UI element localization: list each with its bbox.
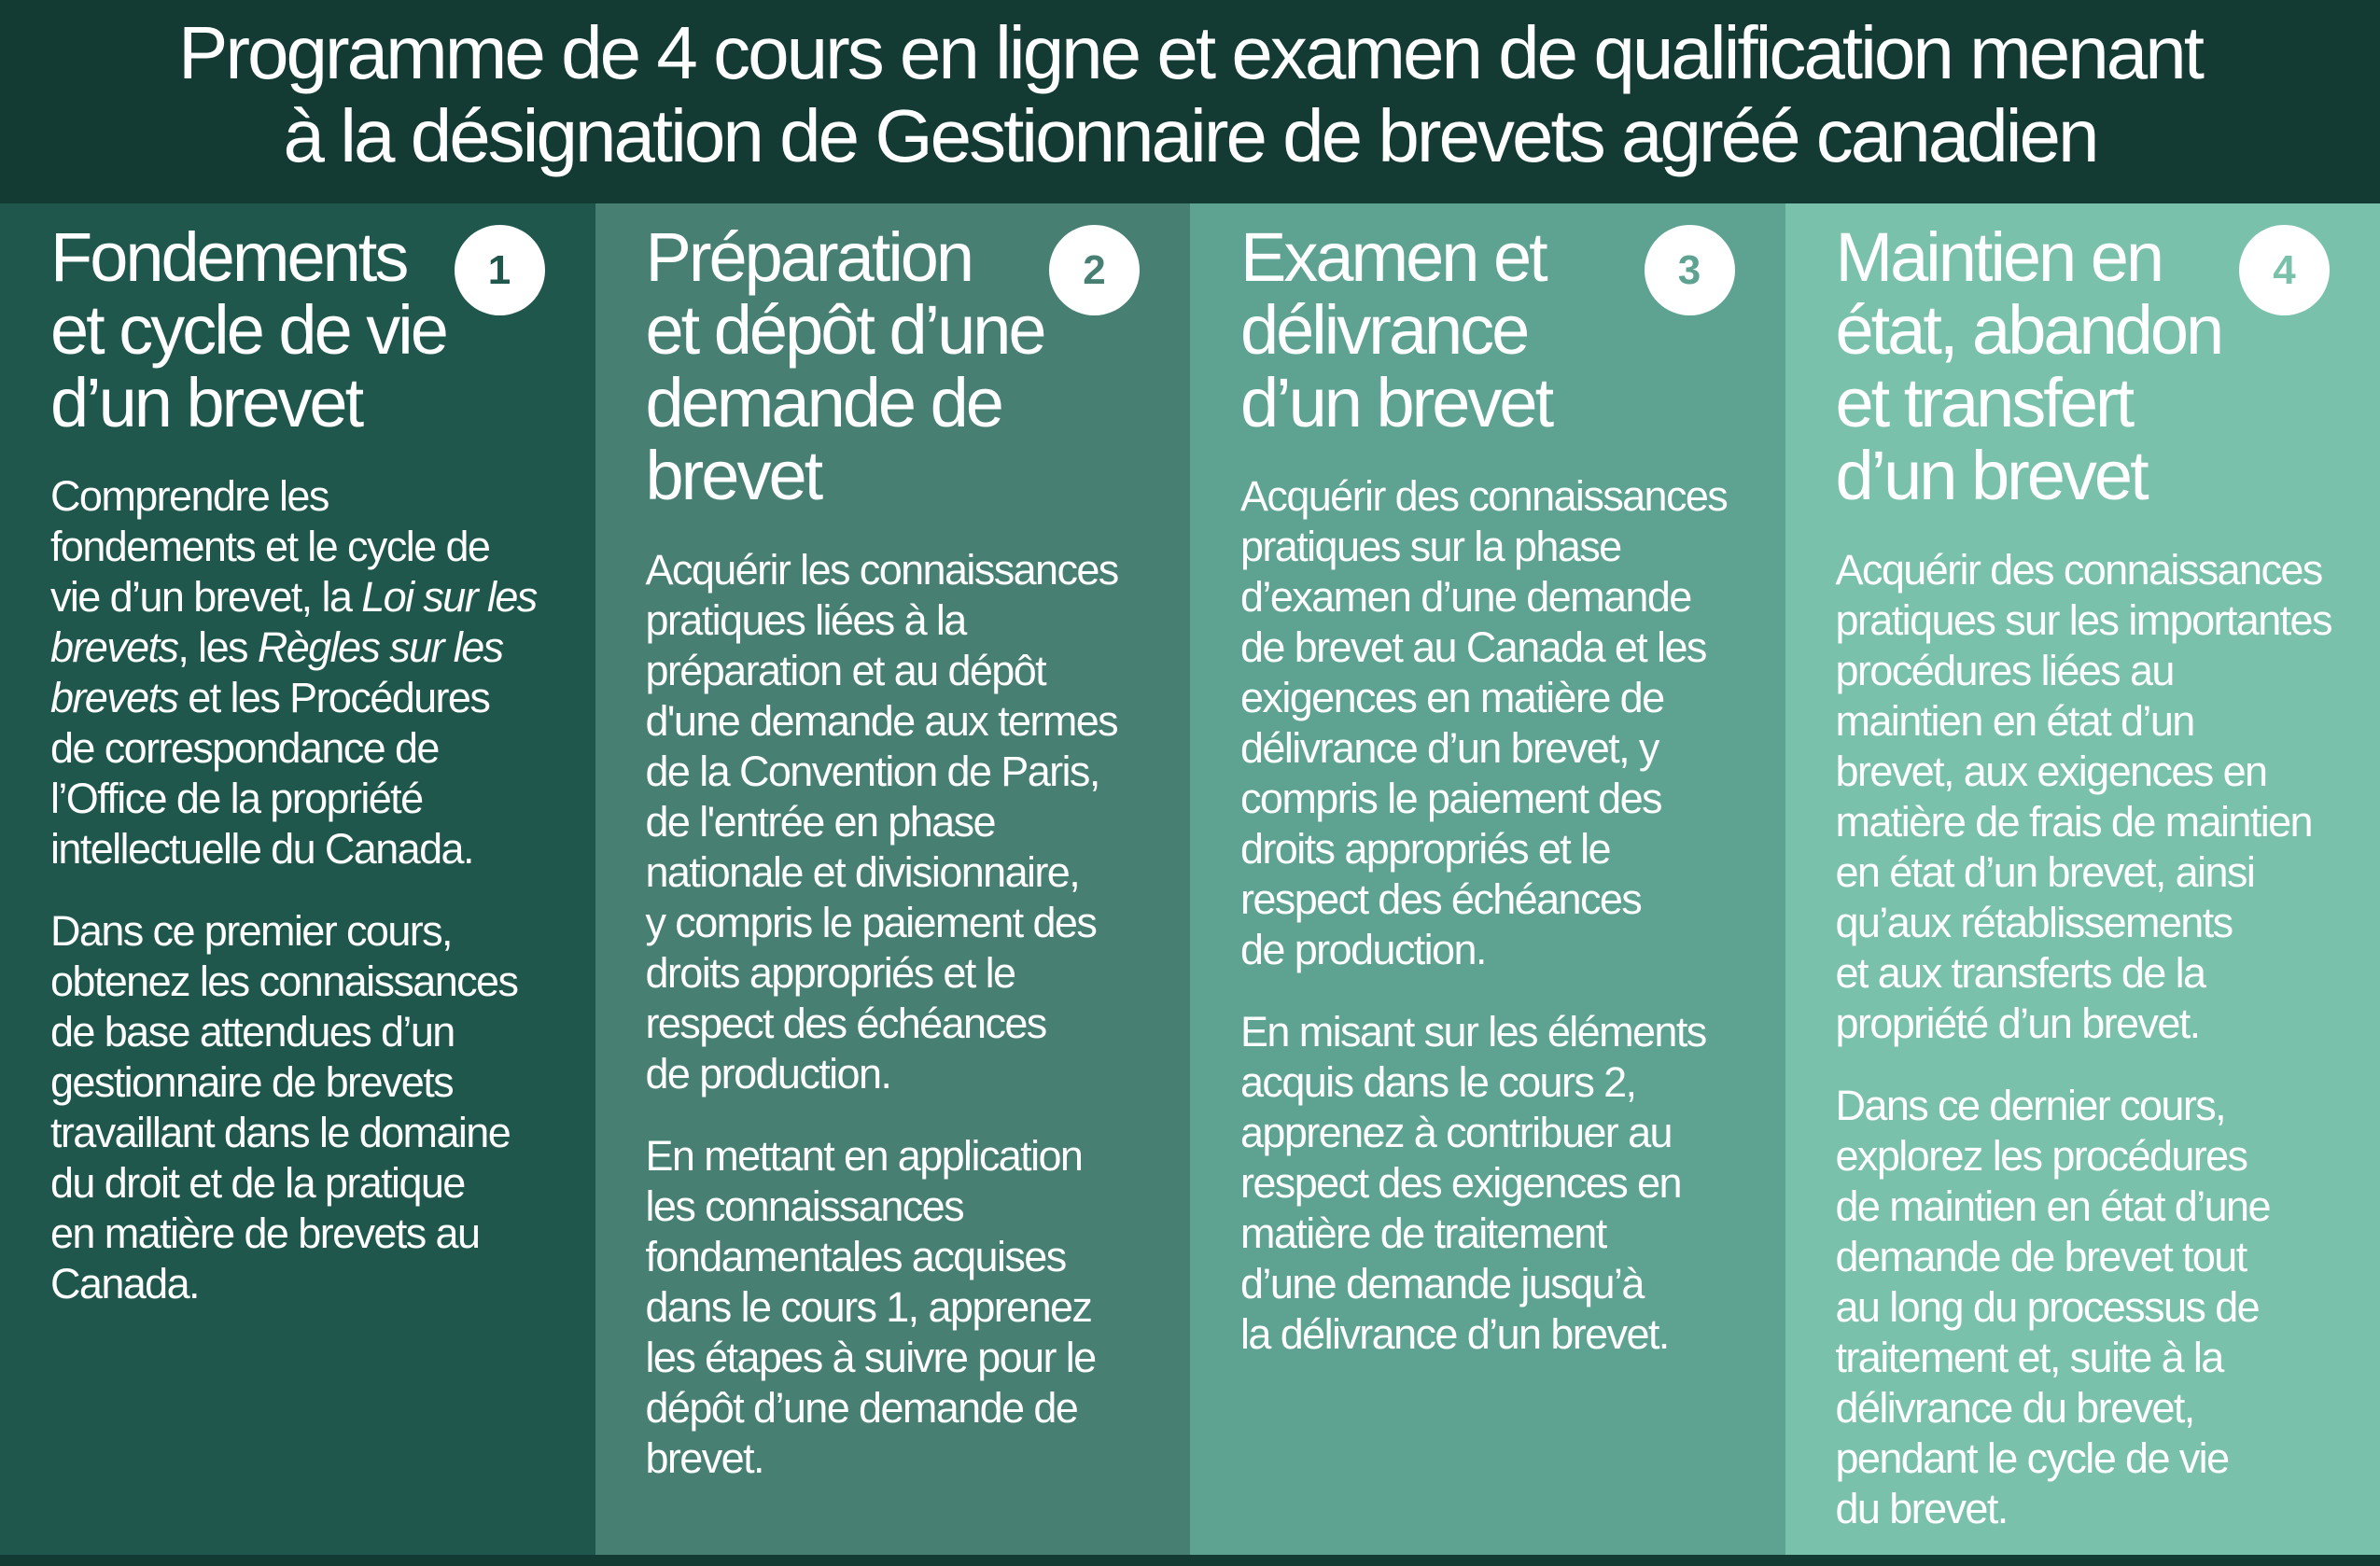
text: qu’aux rétablissements: [1836, 899, 2233, 946]
text-line: [1836, 1131, 2362, 1181]
text: Dans ce dernier cours,: [1836, 1082, 2226, 1129]
text: fondamentales acquises: [646, 1233, 1066, 1280]
text-line: [1836, 545, 2362, 595]
heading-line: état, abandon: [1836, 294, 2222, 367]
text-line: [646, 1333, 1172, 1383]
course-column-3: [1190, 203, 1785, 1555]
course-number-badge: 2: [1049, 225, 1140, 315]
text: y compris le paiement des: [646, 899, 1097, 946]
text: vie d’un brevet, la: [50, 573, 361, 621]
text-line: [1240, 673, 1767, 723]
text-line: [1240, 471, 1767, 522]
text: respect des exigences en: [1240, 1159, 1681, 1207]
text-line: [1240, 1259, 1767, 1309]
course-number-badge: 3: [1645, 225, 1735, 315]
text: Canada.: [50, 1260, 199, 1307]
text: au long du processus de: [1836, 1283, 2260, 1331]
text: compris le paiement des: [1240, 775, 1661, 822]
course-description: [1836, 545, 2362, 1566]
course-description: [1240, 471, 1767, 1391]
text-line: [50, 774, 577, 824]
italic-text: Loi sur les: [361, 573, 537, 621]
text-line: [646, 898, 1172, 948]
text-line: [1240, 522, 1767, 572]
text: matière de frais de maintien: [1836, 798, 2312, 846]
course-heading: [50, 221, 446, 440]
description-paragraph: [1836, 1081, 2362, 1534]
text: de production.: [1240, 926, 1486, 973]
page-title: [0, 0, 2380, 177]
text: Dans ce premier cours,: [50, 907, 452, 955]
text: pratiques sur la phase: [1240, 523, 1621, 570]
text-line: [1240, 774, 1767, 824]
text: en matière de brevets au: [50, 1209, 479, 1257]
text: procédures liées au: [1836, 647, 2174, 694]
text-line: [50, 1158, 577, 1209]
text: d'une demande aux termes: [646, 697, 1118, 745]
text: acquis dans le cours 2,: [1240, 1058, 1635, 1106]
text-line: [1240, 1309, 1767, 1360]
heading-line: Préparation: [646, 221, 1044, 294]
text-line: [1240, 622, 1767, 673]
text: et aux transferts de la: [1836, 949, 2205, 997]
heading-line: brevet: [646, 440, 1044, 512]
text-line: [1836, 1333, 2362, 1383]
text: matière de traitement: [1240, 1209, 1606, 1257]
text: pendant le cycle de vie: [1836, 1434, 2229, 1482]
text: intellectuelle du Canada.: [50, 825, 473, 873]
text: de correspondance de: [50, 724, 439, 772]
text-line: [1240, 1057, 1767, 1108]
text: préparation et au dépôt: [646, 647, 1046, 694]
text: de la Convention de Paris,: [646, 748, 1099, 795]
text: du droit et de la pratique: [50, 1159, 465, 1207]
text-line: [1836, 1484, 2362, 1534]
text-line: [646, 847, 1172, 898]
text: dans le cours 1, apprenez: [646, 1283, 1092, 1331]
text: de base attendues d’un: [50, 1008, 455, 1056]
text: de l'entrée en phase: [646, 798, 995, 846]
text: de brevet au Canada et les: [1240, 623, 1706, 671]
text-line: [646, 747, 1172, 797]
text-line: [50, 824, 577, 874]
text-line: [646, 646, 1172, 696]
text: pratiques liées à la: [646, 596, 966, 644]
text: l’Office de la propriété: [50, 775, 423, 822]
heading-line: et transfert: [1836, 367, 2222, 440]
text: du brevet.: [1836, 1485, 2008, 1532]
text: les étapes à suivre pour le: [646, 1334, 1096, 1381]
italic-text: brevets: [50, 623, 177, 671]
course-number-badge: 1: [455, 225, 545, 315]
text-line: [646, 1131, 1172, 1181]
text-line: [50, 1209, 577, 1259]
heading-line: Examen et: [1240, 221, 1551, 294]
text: En misant sur les éléments: [1240, 1008, 1706, 1056]
text-line: [50, 723, 577, 774]
text: gestionnaire de brevets: [50, 1058, 453, 1106]
text-line: [50, 572, 577, 622]
title-line: Programme de 4 cours en ligne et examen de qualification menant: [0, 11, 2380, 94]
text-line: [50, 1108, 577, 1158]
description-paragraph: [1240, 1007, 1767, 1360]
text: exigences en matière de: [1240, 674, 1664, 721]
text: dépôt d’une demande de: [646, 1384, 1078, 1432]
text-line: [1836, 747, 2362, 797]
text-line: [1240, 572, 1767, 622]
text-line: [1836, 999, 2362, 1049]
course-heading: [1240, 221, 1551, 440]
course-description: [646, 545, 1172, 1516]
heading-line: d’un brevet: [50, 367, 446, 440]
text-line: [50, 622, 577, 673]
description-paragraph: [50, 906, 577, 1309]
text: d’une demande jusqu’à: [1240, 1260, 1644, 1307]
text: Acquérir des connaissances: [1836, 546, 2322, 594]
text-line: [1836, 1383, 2362, 1433]
text-line: [50, 906, 577, 957]
text-line: [50, 1007, 577, 1057]
text: travaillant dans le domaine: [50, 1109, 510, 1156]
text-line: [1836, 595, 2362, 646]
description-paragraph: [50, 471, 577, 874]
text-line: [646, 545, 1172, 595]
heading-line: délivrance: [1240, 294, 1551, 367]
description-paragraph: [646, 1131, 1172, 1484]
heading-line: Fondements: [50, 221, 446, 294]
text-line: [646, 797, 1172, 847]
text-line: [50, 471, 577, 522]
text: la délivrance d’un brevet.: [1240, 1310, 1669, 1358]
text: Acquérir des connaissances: [1240, 472, 1727, 520]
title-line: à la désignation de Gestionnaire de brevets agréé canadien: [0, 94, 2380, 177]
courses-columns: [0, 203, 2380, 1555]
text: Acquérir les connaissances: [646, 546, 1118, 594]
description-paragraph: [1836, 545, 2362, 1049]
description-paragraph: [646, 545, 1172, 1099]
text-line: [646, 948, 1172, 999]
text: délivrance d’un brevet, y: [1240, 724, 1659, 772]
text: de maintien en état d’une: [1836, 1182, 2270, 1230]
text-line: [50, 1259, 577, 1309]
text: , les: [177, 623, 257, 671]
text: brevet.: [646, 1434, 763, 1482]
text: les connaissances: [646, 1182, 964, 1230]
text-line: [646, 1383, 1172, 1433]
text-line: [1240, 925, 1767, 975]
heading-line: et cycle de vie: [50, 294, 446, 367]
text: brevet, aux exigences en: [1836, 748, 2267, 795]
text: maintien en état d’un: [1836, 697, 2194, 745]
text: En mettant en application: [646, 1132, 1083, 1180]
text-line: [646, 1282, 1172, 1333]
text: pratiques sur les importantes: [1836, 596, 2331, 644]
text-line: [1240, 1108, 1767, 1158]
text-line: [1836, 646, 2362, 696]
text: traitement et, suite à la: [1836, 1334, 2223, 1381]
heading-line: demande de: [646, 367, 1044, 440]
text-line: [50, 522, 577, 572]
text-line: [1240, 1209, 1767, 1259]
text: Comprendre les: [50, 472, 329, 520]
text: apprenez à contribuer au: [1240, 1109, 1672, 1156]
text-line: [1240, 723, 1767, 774]
description-paragraph: [1240, 471, 1767, 975]
text: demande de brevet tout: [1836, 1233, 2247, 1280]
text-line: [1836, 1232, 2362, 1282]
text-line: [1836, 797, 2362, 847]
text: respect des échéances: [646, 1000, 1046, 1047]
text-line: [1240, 1007, 1767, 1057]
text: respect des échéances: [1240, 875, 1641, 923]
italic-text: Règles sur les: [258, 623, 503, 671]
heading-line: et dépôt d’une: [646, 294, 1044, 367]
header-banner: [0, 0, 2380, 203]
course-heading: [1836, 221, 2222, 512]
text-line: [1836, 1433, 2362, 1484]
text-line: [1240, 824, 1767, 874]
text-line: [1240, 1158, 1767, 1209]
text-line: [646, 1181, 1172, 1232]
text: droits appropriés et le: [1240, 825, 1610, 873]
italic-text: brevets: [50, 674, 177, 721]
text-line: [1836, 948, 2362, 999]
text-line: [646, 595, 1172, 646]
text: droits appropriés et le: [646, 949, 1015, 997]
heading-line: d’un brevet: [1240, 367, 1551, 440]
course-heading: [646, 221, 1044, 512]
course-column-2: [595, 203, 1191, 1555]
text: fondements et le cycle de: [50, 523, 489, 570]
text: délivrance du brevet,: [1836, 1384, 2194, 1432]
text-line: [50, 673, 577, 723]
heading-line: d’un brevet: [1836, 440, 2222, 512]
text: nationale et divisionnaire,: [646, 848, 1080, 896]
text: propriété d’un brevet.: [1836, 1000, 2200, 1047]
text-line: [1836, 1282, 2362, 1333]
course-description: [50, 471, 577, 1341]
course-column-1: [0, 203, 595, 1555]
heading-line: Maintien en: [1836, 221, 2222, 294]
text-line: [1240, 874, 1767, 925]
text-line: [646, 1049, 1172, 1099]
course-column-4: [1785, 203, 2380, 1555]
text-line: [646, 696, 1172, 747]
text-line: [50, 957, 577, 1007]
text-line: [50, 1057, 577, 1108]
text-line: [1836, 696, 2362, 747]
text: d’examen d’une demande: [1240, 573, 1691, 621]
text-line: [1836, 1081, 2362, 1131]
text: de production.: [646, 1050, 891, 1098]
text: explorez les procédures: [1836, 1132, 2247, 1180]
course-number-badge: 4: [2239, 225, 2330, 315]
text-line: [646, 1433, 1172, 1484]
text-line: [646, 1232, 1172, 1282]
text: et les Procédures: [177, 674, 489, 721]
text: en état d’un brevet, ainsi: [1836, 848, 2255, 896]
text-line: [1836, 898, 2362, 948]
text-line: [1836, 847, 2362, 898]
text-line: [646, 999, 1172, 1049]
text: obtenez les connaissances: [50, 958, 517, 1005]
text-line: [1836, 1181, 2362, 1232]
